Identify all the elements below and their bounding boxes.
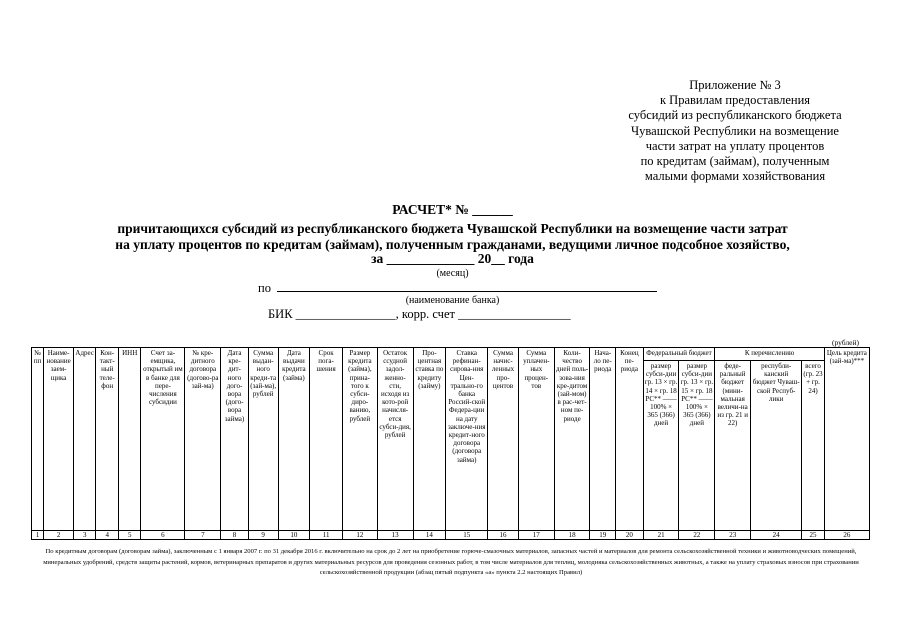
bank-prefix: по — [258, 281, 271, 295]
subtitle-line: причитающихся субсидий из республиканского бюджета Чувашской Республики на возмещение части затрат — [117, 221, 788, 236]
column-number: 25 — [802, 531, 825, 540]
column-number: 3 — [73, 531, 96, 540]
appendix-line: части затрат на уплату процентов — [645, 138, 825, 153]
calculation-table — [31, 347, 870, 540]
transfer-subheader: феде-ральный бюджет (мини-мальная величи-на из гр. 21 и 22) — [715, 361, 751, 531]
column-number: 7 — [185, 531, 221, 540]
column-number: 11 — [310, 531, 343, 540]
column-number: 1 — [32, 531, 44, 540]
unit-label: (рублей) — [832, 338, 860, 347]
column-number: 13 — [377, 531, 413, 540]
column-header: Кон-такт-ный теле-фон — [96, 348, 119, 531]
bank-caption: (наименование банка) — [405, 295, 500, 306]
column-header: Срок пога-шения — [310, 348, 343, 531]
appendix-line: по кредитам (займам), полученным — [640, 154, 830, 169]
column-header: Сумма начис-ленных про-центов — [488, 348, 519, 531]
appendix-line: Чувашской Республики на возмещение — [631, 123, 839, 138]
bank-fill-line — [277, 280, 657, 292]
column-header: Наиме-нование заем-щика — [44, 348, 74, 531]
column-number: 12 — [342, 531, 377, 540]
column-number: 20 — [616, 531, 644, 540]
column-number: 17 — [518, 531, 554, 540]
column-number: 2 — [44, 531, 74, 540]
transfer-subheader: всего (гр. 23 + гр. 24) — [802, 361, 825, 531]
column-header: № пп — [32, 348, 44, 531]
column-number: 14 — [413, 531, 446, 540]
column-number: 26 — [824, 531, 869, 540]
column-header: Нача-ло пе-риода — [590, 348, 616, 531]
column-number: 19 — [590, 531, 616, 540]
column-number: 4 — [96, 531, 119, 540]
column-header: Сумма уплачен-ных процен-тов — [518, 348, 554, 531]
document-heading: РАСЧЕТ* № ______ — [392, 202, 513, 217]
column-header: № кре-дитного договора (догово-ра зай-ма) — [185, 348, 221, 531]
column-number: 22 — [679, 531, 715, 540]
appendix-line: субсидий из республиканского бюджета — [628, 108, 842, 123]
column-header: Адрес — [73, 348, 96, 531]
column-header: Остаток ссудной задол-женно-сти, исходя из кото-рой начисля-ется субси-дия, рублей — [377, 348, 413, 531]
column-header: Дата кре-дит-ного дого-вора (дого-вора займа) — [221, 348, 249, 531]
federal-subheader: размер субси-дии гр. 13 × гр. 15 × гр. 18 РС** —— 100% × 365 (366) дней — [679, 361, 715, 531]
appendix-line: малыми формами хозяйствования — [644, 169, 826, 184]
period-line: за _____________ 20__ года — [371, 251, 534, 266]
appendix-line: Приложение № 3 — [689, 78, 781, 92]
column-number: 16 — [488, 531, 519, 540]
column-number: 10 — [278, 531, 310, 540]
bank-line — [258, 280, 657, 296]
appendix-block — [570, 78, 900, 184]
column-number: 6 — [141, 531, 185, 540]
column-header: ИНН — [118, 348, 141, 531]
transfer-group-header: К перечислению — [715, 348, 824, 361]
appendix-line: к Правилам предоставления — [659, 93, 811, 108]
column-header: Коли-чество дней поль-зова-ния кре-дитом (зай-мом) в рас-чет-ном пе-риоде — [554, 348, 590, 531]
column-number: 15 — [446, 531, 488, 540]
column-number: 8 — [221, 531, 249, 540]
column-header: Цель кредита (зай-ма)*** — [824, 348, 869, 531]
federal-subheader: размер субси-дии гр. 13 × гр. 14 × гр. 18 РС** —— 100% × 365 (366) дней — [643, 361, 679, 531]
column-header: Про-центная ставка по кредиту (займу) — [413, 348, 446, 531]
subtitle-line: на уплату процентов по кредитам (займам), полученным гражданами, ведущими личное подсобное хозяйство, — [115, 236, 790, 252]
federal-group-header: Федеральный бюджет — [643, 348, 715, 361]
bik-line: БИК ________________, корр. счет __________________ — [268, 307, 571, 321]
column-number: 21 — [643, 531, 679, 540]
column-header: Счет за-емщика, открытый им в банке для пере-числения субсидии — [141, 348, 185, 531]
column-header: Дата выдачи кредита (займа) — [278, 348, 310, 531]
column-header: Размер кредита (займа), прина-того к субси-диро-ванию, рублей — [342, 348, 377, 531]
column-number: 23 — [715, 531, 751, 540]
period-caption: (месяц) — [436, 268, 469, 279]
footnote-text: По кредитным договорам (договорам займа), заключенным с 1 января 2007 г. по 31 декабря 2016 г. включительно на срок до 2 лет на приобретение горюче-смазочных материалов, запасных частей и материалов для ремонта сельскохозяйственной техники и животноводческих помещений, минеральных удобрений, средств защиты растений, кормов, ветеринарных препаратов и других материальных ресурсов для проведения сезонных работ, в том числе материалов для теплиц, молодняка сельскохозяйственных животных, а также на уплату страховых взносов при страховании сельскохозяйственной продукции (абзац пятый подпункта «а» пункта 2.2 настоящих Правил) — [43, 548, 859, 576]
column-header: Конец пе-риода — [616, 348, 644, 531]
document-subtitle — [0, 221, 905, 252]
column-header: Ставка рефинан-сирова-ния Цен-трально-го банка Россий-ской Федера-ции на дату заключе-ния кредит-ного договора (договора займа) — [446, 348, 488, 531]
transfer-subheader: республи-канский бюджет Чуваш-ской Респуб-лики — [751, 361, 802, 531]
column-header: Сумма выдан-ного креди-та (зай-ма), рублей — [248, 348, 278, 531]
column-number: 9 — [248, 531, 278, 540]
column-number: 24 — [751, 531, 802, 540]
column-number: 5 — [118, 531, 141, 540]
column-number: 18 — [554, 531, 590, 540]
